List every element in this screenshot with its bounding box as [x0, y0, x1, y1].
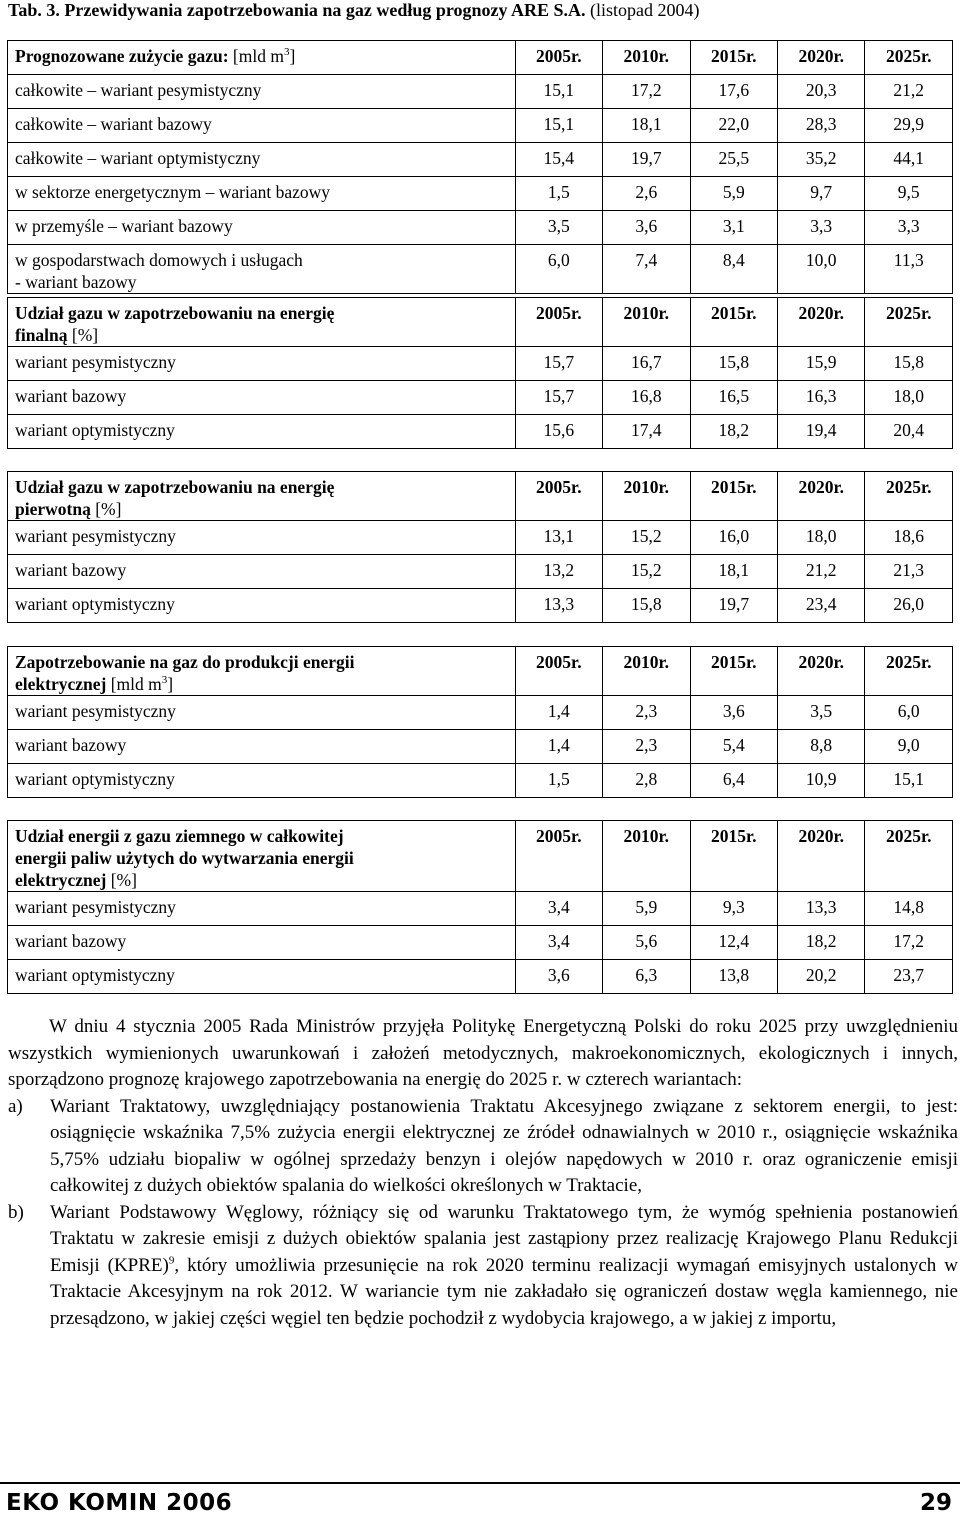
row-value: 44,1 — [865, 143, 953, 177]
row-value: 8,8 — [778, 730, 865, 764]
row-value: 6,4 — [690, 764, 777, 798]
row-value: 18,1 — [690, 555, 777, 589]
row-value: 10,9 — [778, 764, 865, 798]
row-value: 18,2 — [778, 926, 865, 960]
row-value: 15,8 — [603, 589, 690, 623]
table-header-label: Zapotrzebowanie na gaz do produkcji energii elektrycznej [mld $m^3$] — [8, 647, 516, 696]
row-label: całkowite – wariant bazowy — [8, 109, 516, 143]
row-value: 1,4 — [515, 730, 602, 764]
row-value: 3,6 — [515, 960, 602, 994]
row-value: 9,5 — [865, 177, 953, 211]
row-value: 19,7 — [603, 143, 690, 177]
footer-rule — [0, 1482, 960, 1484]
row-value: 3,3 — [778, 211, 865, 245]
year-header: 2020r. — [778, 298, 865, 347]
table-row — [8, 211, 953, 245]
body-text — [8, 1014, 958, 1332]
year-header: 2025r. — [865, 647, 953, 696]
row-value: 5,9 — [603, 892, 690, 926]
row-value: 8,4 — [690, 245, 777, 294]
row-label: w przemyśle – wariant bazowy — [8, 211, 516, 245]
row-value: 9,0 — [865, 730, 953, 764]
row-value: 15,8 — [690, 347, 777, 381]
table-row — [8, 589, 953, 623]
row-value: 5,9 — [690, 177, 777, 211]
row-value: 23,7 — [865, 960, 953, 994]
page-number: 29 — [919, 1490, 952, 1516]
row-value: 23,4 — [778, 589, 865, 623]
year-header: 2005r. — [515, 41, 602, 75]
list-marker-a: a) — [8, 1095, 23, 1117]
row-value: 13,3 — [515, 589, 602, 623]
table-block-3 — [7, 471, 953, 623]
row-value: 18,6 — [865, 521, 953, 555]
row-value: 13,1 — [515, 521, 602, 555]
table-row — [8, 764, 953, 798]
row-value: 18,1 — [603, 109, 690, 143]
row-value: 15,8 — [865, 347, 953, 381]
table-row — [8, 926, 953, 960]
list-marker-b: b) — [8, 1201, 24, 1223]
year-header: 2015r. — [690, 41, 777, 75]
row-value: 16,5 — [690, 381, 777, 415]
table-row — [8, 521, 953, 555]
row-label: wariant optymistyczny — [8, 960, 516, 994]
year-header: 2005r. — [515, 821, 602, 892]
year-header: 2010r. — [603, 647, 690, 696]
year-header: 2015r. — [690, 472, 777, 521]
row-value: 17,2 — [603, 75, 690, 109]
table-block-5 — [7, 820, 953, 994]
row-value: 15,2 — [603, 521, 690, 555]
row-value: 2,6 — [603, 177, 690, 211]
table-row — [8, 960, 953, 994]
year-header: 2005r. — [515, 472, 602, 521]
table-block-2 — [7, 297, 953, 449]
row-value: 10,0 — [778, 245, 865, 294]
year-header: 2020r. — [778, 821, 865, 892]
table-header-row — [8, 647, 953, 696]
table-block-1 — [7, 40, 953, 294]
row-value: 12,4 — [690, 926, 777, 960]
year-header: 2015r. — [690, 298, 777, 347]
row-value: 25,5 — [690, 143, 777, 177]
table-row — [8, 245, 953, 294]
footnote-ref: 9 — [168, 1254, 175, 1267]
row-value: 29,9 — [865, 109, 953, 143]
table-header-row — [8, 41, 953, 75]
row-label: w gospodarstwach domowych i usługach - wariant bazowy — [8, 245, 516, 294]
year-header: 2015r. — [690, 821, 777, 892]
year-header: 2025r. — [865, 821, 953, 892]
row-value: 15,7 — [515, 381, 602, 415]
row-value: 1,4 — [515, 696, 602, 730]
row-value: 18,2 — [690, 415, 777, 449]
row-value: 2,8 — [603, 764, 690, 798]
year-header: 2025r. — [865, 41, 953, 75]
row-value: 21,3 — [865, 555, 953, 589]
caption-date: (listopad 2004) — [585, 0, 700, 20]
list-item-b — [8, 1200, 958, 1333]
row-value: 3,5 — [515, 211, 602, 245]
row-value: 28,3 — [778, 109, 865, 143]
table-header-label: Prognozowane zużycie gazu: [mld $m^3$] — [8, 41, 516, 75]
table-row — [8, 347, 953, 381]
row-value: 21,2 — [865, 75, 953, 109]
row-label: w sektorze energetycznym – wariant bazowy — [8, 177, 516, 211]
row-value: 13,3 — [778, 892, 865, 926]
row-value: 15,1 — [515, 109, 602, 143]
row-value: 19,4 — [778, 415, 865, 449]
row-value: 20,2 — [778, 960, 865, 994]
year-header: 2020r. — [778, 41, 865, 75]
row-value: 5,4 — [690, 730, 777, 764]
year-header: 2005r. — [515, 298, 602, 347]
row-label: wariant bazowy — [8, 730, 516, 764]
row-value: 3,3 — [865, 211, 953, 245]
row-value: 17,4 — [603, 415, 690, 449]
row-value: 22,0 — [690, 109, 777, 143]
row-value: 3,4 — [515, 892, 602, 926]
row-value: 3,1 — [690, 211, 777, 245]
row-label: wariant bazowy — [8, 926, 516, 960]
row-value: 16,0 — [690, 521, 777, 555]
row-value: 15,6 — [515, 415, 602, 449]
row-value: 11,3 — [865, 245, 953, 294]
table-caption — [8, 0, 700, 21]
year-header: 2010r. — [603, 821, 690, 892]
intro-paragraph: W dniu 4 stycznia 2005 Rada Ministrów przyjęła Politykę Energetyczną Polski do roku 2025 przy uwzględnieniu wszystkich wymienionych uwarunkowań i założeń metodycznych, makroekonomicznych, ekologicznych i innych, sporządzono prognozę krajowego zapotrzebowania na energię do 2025 r. w czterech wariantach: — [8, 1016, 958, 1090]
row-value: 20,4 — [865, 415, 953, 449]
row-value: 9,7 — [778, 177, 865, 211]
row-value: 35,2 — [778, 143, 865, 177]
list-text-b-pre: Wariant Podstawowy Węglowy, różniący się od warunku Traktatowego tym, że wymóg spełnienia postanowień Traktatu w zakresie emisji z dużych obiektów spalania jest zastąpiony przez realizację Krajowego Planu Redukcji Emisji (KPRE) — [50, 1201, 958, 1276]
row-value: 2,3 — [603, 696, 690, 730]
row-value: 13,2 — [515, 555, 602, 589]
row-value: 3,4 — [515, 926, 602, 960]
row-value: 18,0 — [865, 381, 953, 415]
table-header-row — [8, 821, 953, 892]
year-header: 2010r. — [603, 472, 690, 521]
table-block-4 — [7, 646, 953, 798]
row-label: wariant pesymistyczny — [8, 892, 516, 926]
row-value: 15,2 — [603, 555, 690, 589]
caption-title: Tab. 3. Przewidywania zapotrzebowania na gaz według prognozy ARE S.A. — [8, 0, 586, 20]
table-header-row — [8, 472, 953, 521]
row-value: 9,3 — [690, 892, 777, 926]
table-header-label: Udział gazu w zapotrzebowaniu na energię pierwotną [%] — [8, 472, 516, 521]
row-value: 15,1 — [865, 764, 953, 798]
row-value: 15,7 — [515, 347, 602, 381]
year-header: 2005r. — [515, 647, 602, 696]
year-header: 2010r. — [603, 41, 690, 75]
row-value: 6,0 — [515, 245, 602, 294]
table-row — [8, 381, 953, 415]
row-value: 16,3 — [778, 381, 865, 415]
row-label: wariant pesymistyczny — [8, 521, 516, 555]
table-row — [8, 109, 953, 143]
year-header: 2025r. — [865, 298, 953, 347]
row-value: 3,5 — [778, 696, 865, 730]
table-row — [8, 555, 953, 589]
row-label: wariant bazowy — [8, 381, 516, 415]
row-value: 6,0 — [865, 696, 953, 730]
row-value: 7,4 — [603, 245, 690, 294]
row-value: 19,7 — [690, 589, 777, 623]
list-text-a: Wariant Traktatowy, uwzględniający postanowienia Traktatu Akcesyjnego związane z sektorem energii, to jest: osiągnięcie wskaźnika 7,5% zużycia energii elektrycznej ze źródeł odnawialnych w 2010 r., osiągnięcie wskaźnika 5,75% udziału biopaliw w ogólnej sprzedaży benzyn i olejów napędowych w 2010 r. oraz ograniczenie emisji całkowitej z dużych obiektów spalania do wielkości określonych w Traktacie, — [50, 1095, 958, 1196]
row-value: 21,2 — [778, 555, 865, 589]
row-value: 16,7 — [603, 347, 690, 381]
row-value: 1,5 — [515, 764, 602, 798]
table-row — [8, 143, 953, 177]
row-value: 17,6 — [690, 75, 777, 109]
row-label: wariant optymistyczny — [8, 764, 516, 798]
row-value: 3,6 — [690, 696, 777, 730]
table-row — [8, 177, 953, 211]
row-value: 14,8 — [865, 892, 953, 926]
table-row — [8, 75, 953, 109]
row-value: 16,8 — [603, 381, 690, 415]
list-text-b-post: , który umożliwia przesunięcie na rok 2020 terminu realizacji wymagań emisyjnych ustalonych w Traktacie Akcesyjnym na rok 2012. W wariancie tym nie zakładało się ograniczeń dostaw węgla kamiennego, nie przesądzono, w jakiej części węgiel ten będzie pochodził z wydobycia krajowego, a w jakiej z importu, — [50, 1254, 958, 1329]
row-value: 1,5 — [515, 177, 602, 211]
row-value: 13,8 — [690, 960, 777, 994]
table-header-label: Udział energii z gazu ziemnego w całkowitej energii paliw użytych do wytwarzania energii elektrycznej [%] — [8, 821, 516, 892]
row-value: 20,3 — [778, 75, 865, 109]
row-value: 18,0 — [778, 521, 865, 555]
row-label: wariant pesymistyczny — [8, 347, 516, 381]
table-row — [8, 892, 953, 926]
table-header-label: Udział gazu w zapotrzebowaniu na energię finalną [%] — [8, 298, 516, 347]
table-row — [8, 696, 953, 730]
year-header: 2020r. — [778, 647, 865, 696]
row-value: 15,9 — [778, 347, 865, 381]
year-header: 2015r. — [690, 647, 777, 696]
year-header: 2010r. — [603, 298, 690, 347]
table-header-row — [8, 298, 953, 347]
table-row — [8, 730, 953, 764]
row-value: 17,2 — [865, 926, 953, 960]
row-value: 6,3 — [603, 960, 690, 994]
row-label: wariant pesymistyczny — [8, 696, 516, 730]
row-value: 15,4 — [515, 143, 602, 177]
row-label: wariant bazowy — [8, 555, 516, 589]
row-value: 2,3 — [603, 730, 690, 764]
row-value: 26,0 — [865, 589, 953, 623]
row-value: 3,6 — [603, 211, 690, 245]
row-value: 5,6 — [603, 926, 690, 960]
footer-journal: EKO KOMIN 2006 — [6, 1490, 233, 1516]
table-row — [8, 415, 953, 449]
row-label: wariant optymistyczny — [8, 415, 516, 449]
list-item-a — [8, 1094, 958, 1200]
row-value: 15,1 — [515, 75, 602, 109]
row-label: całkowite – wariant optymistyczny — [8, 143, 516, 177]
row-label: całkowite – wariant pesymistyczny — [8, 75, 516, 109]
list-text-b — [50, 1200, 958, 1333]
year-header: 2020r. — [778, 472, 865, 521]
year-header: 2025r. — [865, 472, 953, 521]
row-label: wariant optymistyczny — [8, 589, 516, 623]
